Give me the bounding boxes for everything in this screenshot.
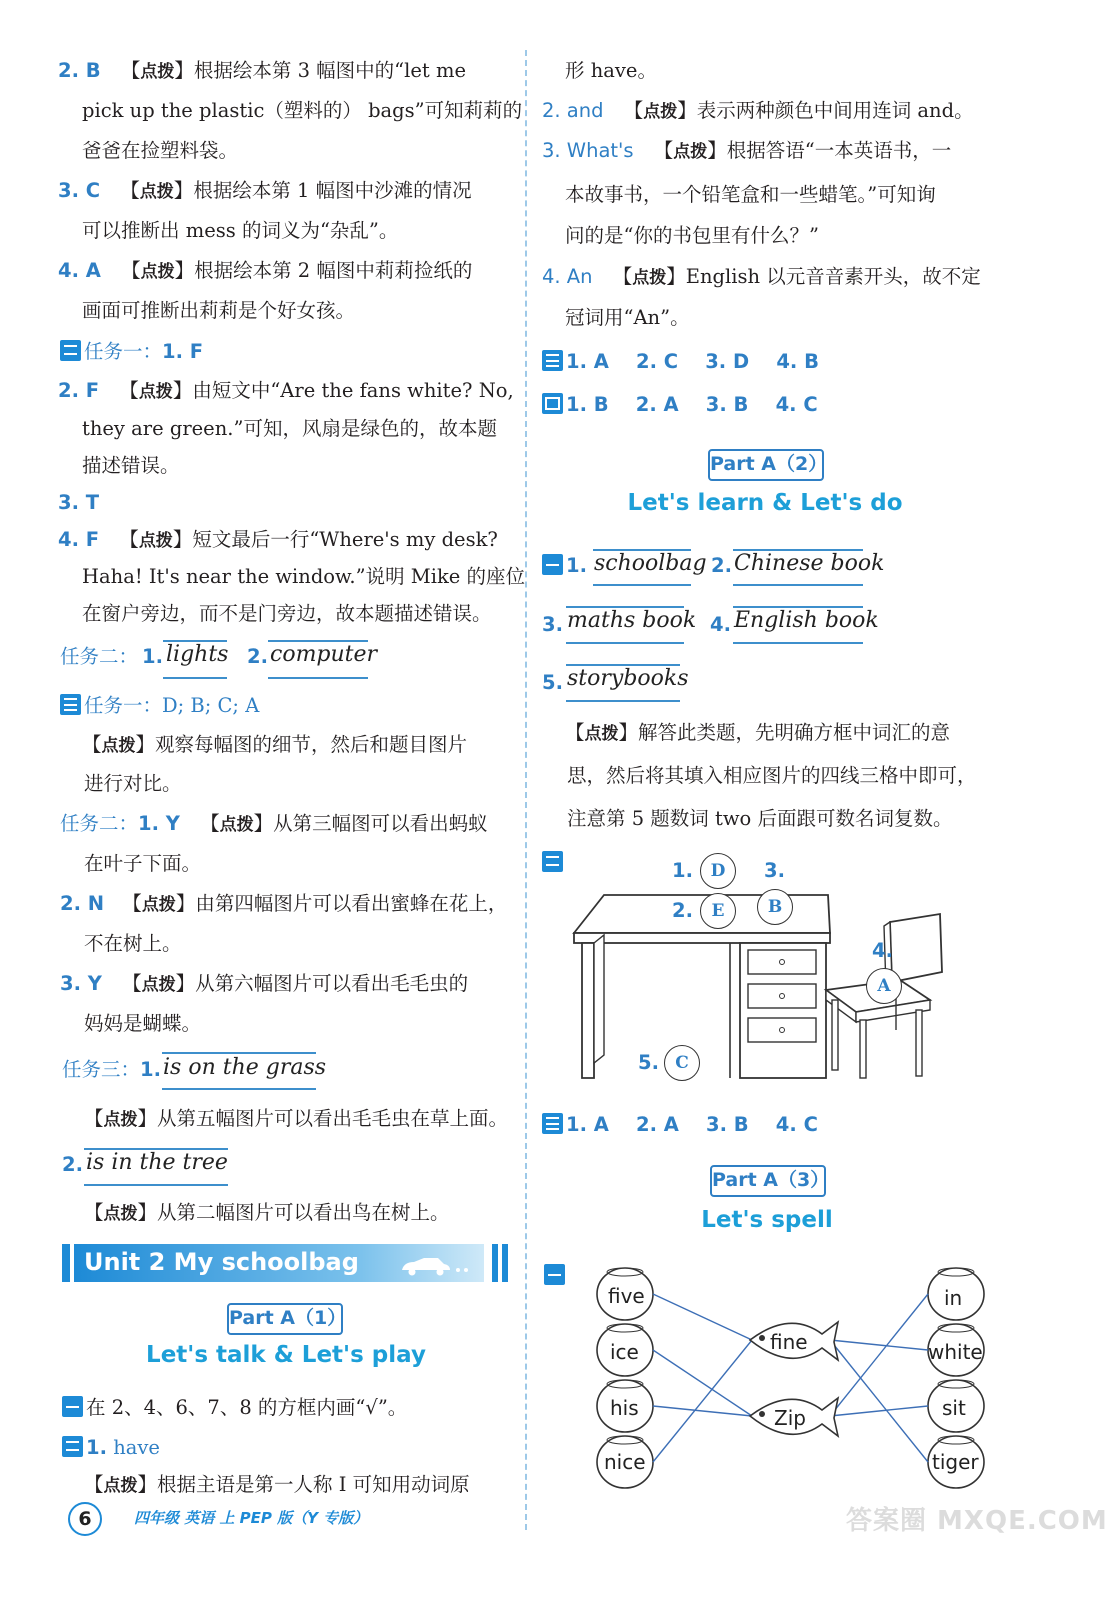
answer-2-and: 2. and 【点拨】表示两种颜色中间用连词 and。 bbox=[542, 99, 974, 122]
section-1-icon-row: 1. bbox=[542, 553, 587, 579]
section-icon-1 bbox=[544, 1264, 565, 1285]
desk-answer-2: E bbox=[700, 893, 736, 929]
text-line: 本故事书，一个铅笔盒和一些蜡笔。”可知询 bbox=[565, 183, 936, 206]
text-line: 思，然后将其填入相应图片的四线三格中即可， bbox=[567, 764, 977, 787]
section-icon-1 bbox=[62, 1396, 83, 1417]
text-line: 可以推断出 mess 的词义为“杂乱”。 bbox=[82, 219, 399, 242]
writing-line bbox=[593, 584, 691, 586]
task-3-num-1: 1. bbox=[140, 1058, 161, 1081]
part-a1-badge: Part A（1） bbox=[227, 1303, 343, 1335]
section-icon-2 bbox=[62, 1436, 83, 1457]
hint-line: 【点拨】从第五幅图片可以看出毛毛虫在草上面。 bbox=[84, 1107, 509, 1130]
answer-3y: 3. Y 【点拨】从第六幅图片可以看出毛毛虫的 bbox=[60, 972, 469, 995]
desk-label-3: 3. bbox=[764, 859, 785, 882]
answer-lights: lights bbox=[166, 642, 229, 667]
answer-grass: is on the grass bbox=[163, 1055, 327, 1080]
section-icon-2 bbox=[60, 340, 81, 361]
desk-answer-5: C bbox=[664, 1045, 700, 1081]
hint-line: 【点拨】根据主语是第一人称 I 可知用动词原 bbox=[84, 1473, 470, 1496]
hint-line: 【点拨】解答此类题，先明确方框中词汇的意 bbox=[565, 721, 951, 744]
writing-line bbox=[84, 1184, 228, 1186]
page-number: 6 bbox=[68, 1502, 102, 1536]
answer-chinese-book: Chinese book bbox=[734, 551, 885, 576]
part-a3-badge: Part A（3） bbox=[710, 1165, 826, 1197]
writing-line bbox=[163, 677, 227, 679]
answer-computer: computer bbox=[270, 642, 378, 667]
answer-2f: 2. F 【点拨】由短文中“Are the fans white? No, bbox=[58, 379, 514, 402]
hint-line: 【点拨】从第二幅图片可以看出鸟在树上。 bbox=[84, 1201, 450, 1224]
text-line: 在叶子下面。 bbox=[84, 852, 202, 875]
task-3-num-2: 2. bbox=[62, 1153, 83, 1176]
desk-answer-1: D bbox=[700, 853, 736, 889]
answer-2n: 2. N 【点拨】由第四幅图片可以看出蜜蜂在花上， bbox=[60, 892, 508, 915]
text-line: 形 have。 bbox=[565, 59, 657, 82]
learn-num-3: 3. bbox=[542, 613, 563, 636]
answer-2b: 2. B 【点拨】根据绘本第 3 幅图中的“let me bbox=[58, 59, 466, 82]
section-3-task-2: 任务二：1. Y 【点拨】从第三幅图可以看出蚂蚁 bbox=[60, 812, 488, 835]
text-line: 问的是“你的书包里有什么？” bbox=[565, 224, 819, 247]
section-4-answers: 1. B 2. A 3. B 4. C bbox=[542, 392, 818, 418]
task-2-label: 任务二： bbox=[60, 645, 139, 668]
hint-line: 【点拨】观察每幅图的细节，然后和题目图片 bbox=[82, 733, 468, 756]
answer-maths-book: maths book bbox=[567, 608, 697, 633]
column-divider bbox=[525, 50, 527, 1530]
learn-num-5: 5. bbox=[542, 671, 563, 694]
desk-label-1: 1. bbox=[672, 859, 693, 882]
answer-english-book: English book bbox=[734, 608, 879, 633]
task-2-num-2: 2. bbox=[247, 645, 268, 668]
writing-line bbox=[733, 642, 863, 644]
unit-title: Unit 2 My schoolbag bbox=[84, 1248, 359, 1276]
desk-label-2: 2. bbox=[672, 899, 693, 922]
fish-word: fine bbox=[770, 1330, 808, 1354]
watermark: 答案圈 MXQE.COM bbox=[846, 1506, 1108, 1536]
writing-line bbox=[733, 584, 863, 586]
learn-num-2: 2. bbox=[711, 554, 732, 577]
writing-line bbox=[566, 700, 680, 702]
section-icon-4 bbox=[542, 393, 563, 414]
desk-label-5: 5. bbox=[638, 1051, 659, 1074]
fish-word: Zip bbox=[774, 1406, 806, 1430]
writing-line bbox=[162, 1052, 316, 1054]
heading-spell: Let's spell bbox=[701, 1207, 833, 1233]
answer-4a: 4. A 【点拨】根据绘本第 2 幅图中莉莉捡纸的 bbox=[58, 259, 473, 282]
text-line: 不在树上。 bbox=[84, 932, 182, 955]
bowl-word: white bbox=[928, 1340, 983, 1364]
task-2-num-1: 1. bbox=[142, 645, 163, 668]
answer-3t: 3. T bbox=[58, 491, 100, 514]
bowl-word: in bbox=[944, 1286, 963, 1310]
section-2-task-1: 任务一：1. F bbox=[60, 339, 203, 365]
bowl-word: five bbox=[608, 1284, 645, 1308]
section-3-task-1: 任务一：D; B; C; A bbox=[60, 693, 259, 719]
desk-answer-4: A bbox=[866, 968, 902, 1004]
text-line: 冠词用“An”。 bbox=[565, 306, 690, 329]
text-line: 进行对比。 bbox=[84, 772, 182, 795]
writing-line bbox=[162, 1088, 316, 1090]
text-line: 在窗户旁边，而不是门旁边，故本题描述错误。 bbox=[82, 602, 492, 625]
text-line: 注意第 5 题数词 two 后面跟可数名词复数。 bbox=[567, 807, 953, 830]
text-line: pick up the plastic（塑料的） bags”可知莉莉的 bbox=[82, 99, 523, 122]
section-2-answer: 1. have bbox=[62, 1435, 160, 1461]
footer-title: 四年级 英语 上 PEP 版（Y 专版） bbox=[134, 1509, 369, 1527]
learn-num-4: 4. bbox=[710, 613, 731, 636]
bowl-word: ice bbox=[610, 1340, 639, 1364]
text-line: 妈妈是蝴蝶。 bbox=[84, 1012, 202, 1035]
answer-tree: is in the tree bbox=[86, 1150, 228, 1175]
bowl-word: his bbox=[610, 1396, 639, 1420]
section-1-icon bbox=[544, 1264, 568, 1286]
text-line: 画面可推断出莉莉是个好女孩。 bbox=[82, 299, 356, 322]
writing-line bbox=[268, 677, 368, 679]
section-icon-3 bbox=[542, 1113, 563, 1134]
answer-3-whats: 3. What's 【点拨】根据答语“一本英语书，一 bbox=[542, 139, 952, 162]
writing-line bbox=[566, 642, 684, 644]
section-3-answers-b: 1. A 2. A 3. B 4. C bbox=[542, 1112, 818, 1138]
task-3-label: 任务三： bbox=[62, 1058, 141, 1081]
answer-storybooks: storybooks bbox=[567, 666, 689, 691]
bowl-word: tiger bbox=[932, 1450, 979, 1474]
unit-banner bbox=[62, 1244, 508, 1282]
desk-label-4: 4. bbox=[872, 939, 893, 962]
section-icon-3 bbox=[542, 350, 563, 371]
section-icon-3 bbox=[60, 694, 81, 715]
bowl-word: sit bbox=[942, 1396, 966, 1420]
answer-4f: 4. F 【点拨】短文最后一行“Where's my desk? bbox=[58, 528, 498, 551]
heading-learn-do: Let's learn & Let's do bbox=[627, 490, 903, 516]
answer-4-an: 4. An 【点拨】English 以元音音素开头，故不定 bbox=[542, 265, 981, 288]
section-1-answer: 在 2、4、6、7、8 的方框内画“√”。 bbox=[62, 1395, 407, 1421]
heading-talk-play: Let's talk & Let's play bbox=[146, 1342, 426, 1368]
text-line: Haha! It's near the window.”说明 Mike 的座位 bbox=[82, 565, 526, 588]
text-line: 描述错误。 bbox=[82, 454, 180, 477]
car-icon bbox=[398, 1254, 478, 1278]
text-line: 爸爸在捡塑料袋。 bbox=[82, 139, 239, 162]
desk-chair-illustration bbox=[560, 850, 960, 1090]
part-a2-badge: Part A（2） bbox=[708, 449, 824, 481]
section-icon-1 bbox=[542, 554, 563, 575]
text-line: they are green.”可知，风扇是绿色的，故本题 bbox=[82, 417, 497, 440]
section-3-answers: 1. A 2. C 3. D 4. B bbox=[542, 349, 819, 375]
bowl-word: nice bbox=[604, 1450, 646, 1474]
answer-schoolbag: schoolbag bbox=[594, 551, 707, 576]
desk-answer-3: B bbox=[757, 889, 793, 925]
answer-3c: 3. C 【点拨】根据绘本第 1 幅图中沙滩的情况 bbox=[58, 179, 472, 202]
